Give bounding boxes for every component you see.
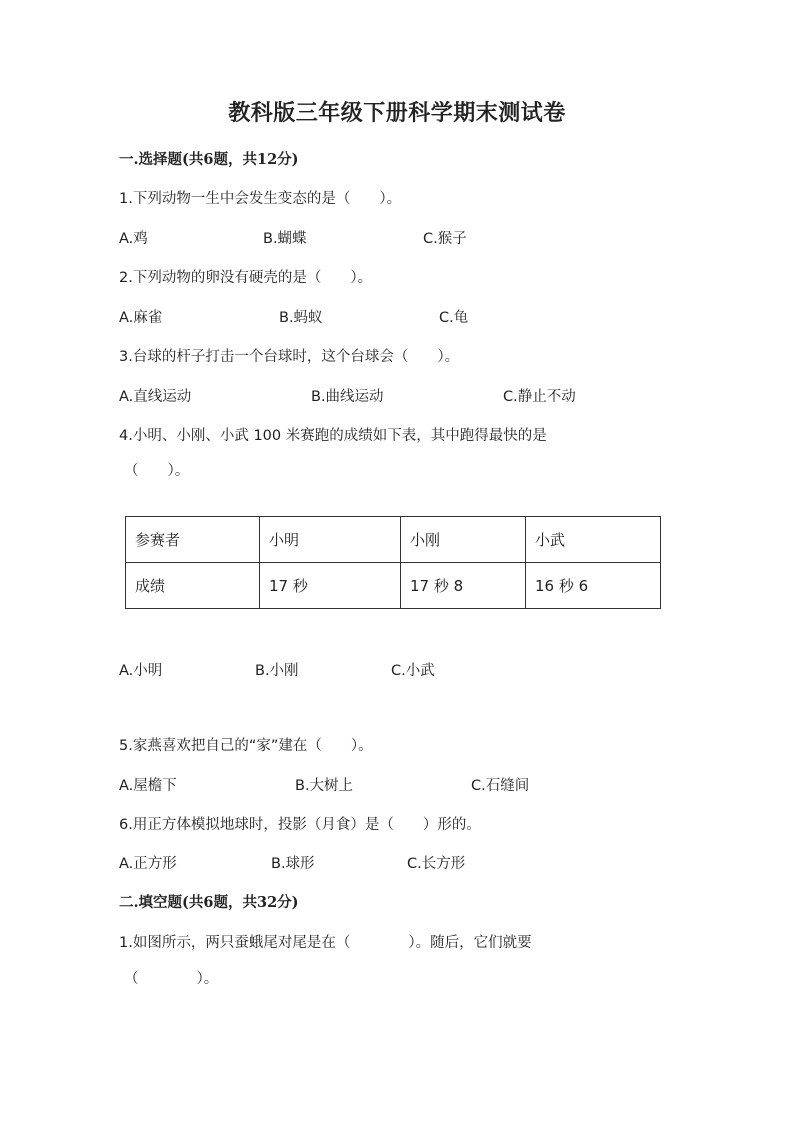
table-cell: 成绩 xyxy=(126,563,260,609)
question-2: 2.下列动物的卵没有硬壳的是（ ）。 xyxy=(119,270,373,286)
page-title: 教科版三年级下册科学期末测试卷 xyxy=(228,100,566,126)
table-cell: 16 秒 6 xyxy=(526,563,661,609)
question-2-option-c: C.龟 xyxy=(439,310,469,326)
fill-question-1-continuation: （ ）。 xyxy=(124,971,219,987)
question-5-option-b: B.大树上 xyxy=(295,778,354,794)
question-1-option-b: B.蝴蝶 xyxy=(263,231,307,247)
table-cell: 17 秒 8 xyxy=(401,563,526,609)
question-3-option-c: C.静止不动 xyxy=(503,389,576,405)
table-cell: 小明 xyxy=(260,517,401,563)
question-1-option-c: C.猴子 xyxy=(423,231,467,247)
table-row xyxy=(126,563,661,609)
question-5: 5.家燕喜欢把自己的“家”建在（ ）。 xyxy=(119,738,373,754)
question-2-option-a: A.麻雀 xyxy=(119,310,163,326)
question-6-option-c: C.长方形 xyxy=(407,856,466,872)
question-4: 4.小明、小刚、小武 100 米赛跑的成绩如下表，其中跑得最快的是 xyxy=(119,428,547,444)
question-4-option-b: B.小刚 xyxy=(255,663,299,679)
question-6: 6.用正方体模拟地球时，投影（月食）是（ ）形的。 xyxy=(119,817,481,833)
question-1: 1.下列动物一生中会发生变态的是（ ）。 xyxy=(119,191,402,207)
fill-question-1: 1.如图所示，两只蚕蛾尾对尾是在（ ）。随后，它们就要 xyxy=(119,935,532,951)
question-3: 3.台球的杆子打击一个台球时，这个台球会（ ）。 xyxy=(119,349,460,365)
question-4-continuation: （ ）。 xyxy=(124,463,190,479)
section-heading-fill-blank: 二.填空题(共6题，共32分) xyxy=(119,894,299,911)
question-4-option-c: C.小武 xyxy=(391,663,435,679)
question-5-option-c: C.石缝间 xyxy=(471,778,530,794)
table-cell: 17 秒 xyxy=(260,563,401,609)
section-heading-choice: 一.选择题(共6题，共12分) xyxy=(119,151,299,168)
question-2-option-b: B.蚂蚁 xyxy=(279,310,323,326)
question-4-option-a: A.小明 xyxy=(119,663,163,679)
table-row xyxy=(126,517,661,563)
question-3-option-b: B.曲线运动 xyxy=(311,389,384,405)
table-cell: 参赛者 xyxy=(126,517,260,563)
race-results-table xyxy=(125,516,661,609)
question-6-option-a: A.正方形 xyxy=(119,856,177,872)
question-5-option-a: A.屋檐下 xyxy=(119,778,177,794)
table-cell: 小武 xyxy=(526,517,661,563)
question-3-option-a: A.直线运动 xyxy=(119,389,192,405)
question-1-option-a: A.鸡 xyxy=(119,231,148,247)
table-cell: 小刚 xyxy=(401,517,526,563)
question-6-option-b: B.球形 xyxy=(271,856,315,872)
